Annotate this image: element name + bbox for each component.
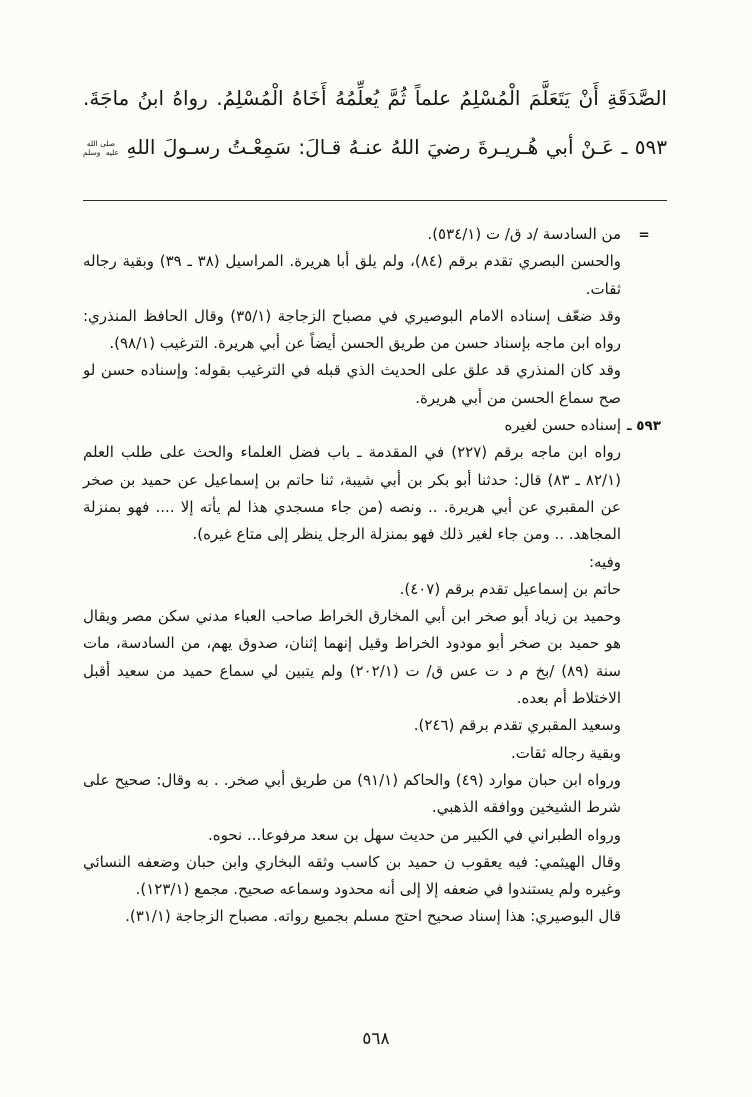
footnote-row	[83, 712, 667, 739]
page-content	[83, 0, 667, 931]
hadith-main-text	[83, 0, 667, 172]
footnote-text: قال البوصيري: هذا إسناد صحيح احتج مسلم بجميع رواته. مصباح الزجاجة (٣١/١).	[125, 907, 621, 926]
footnote-margin-marker	[621, 767, 667, 769]
footnote-row	[83, 248, 667, 303]
footnote-row	[83, 357, 667, 412]
footnote-row	[83, 412, 667, 439]
footnote-text: وقال الهيثمي: فيه يعقوب ن حميد بن كاسب وثقه البخاري وابن حبان وضعفه النسائي وغيره ولم يستندوا في ضعفه إلا إلى أنه محدود وسماعه صحيح. مجمع (١٢٣/١).	[83, 852, 621, 899]
footnote-text: ورواه الطبراني في الكبير من حديث سهل بن سعد مرفوعا... نحوه.	[207, 825, 621, 844]
footnote-row	[83, 603, 667, 712]
footnote-row	[83, 221, 667, 248]
footnote-text: ورواه ابن حبان موارد (٤٩) والحاكم (٩١/١) من طريق أبي صخر. . به وقال: صحيح على شرط الشيخين ووافقه الذهبي.	[83, 770, 621, 817]
footnote-row	[83, 849, 667, 904]
footnote-text: وقد كان المنذري قد علق على الحديث الذي قبله في الترغيب بقوله: وإسناده حسن لو صح سماع الحسن من أبي هريرة.	[83, 361, 621, 407]
footnote-margin-marker	[621, 849, 667, 851]
footnote-margin-marker	[621, 576, 667, 578]
footnote-text: حاتم بن إسماعيل تقدم برقم (٤٠٧).	[399, 579, 621, 598]
footnote-text: وحميد بن زياد أبو صخر ابن أبي المخارق الخراط صاحب العباء مدني سكن مصر ويقال هو حميد بن صخر أبو مودود الخراط وقيل إنهما إثنان، صدوق يهم، من السادسة، مات سنة (٨٩) /بخ م د ت عس ق/ ت (٢٠٢/١) ولم يتبين لي سماع حميد من سعيد أقبل الاختلاط أم بعده.	[83, 607, 621, 708]
footnote-margin-marker	[621, 248, 667, 250]
footnote-row	[83, 576, 667, 603]
matn-line-1: الصَّدَقَةِ أَنْ يَتَعَلَّمَ الْمُسْلِمُ علماً ثُمَّ يُعلِّمُهُ أَخَاهُ الْمُسْلِمُ. رواهُ ابنُ ماجَةَ.	[83, 86, 667, 110]
footnote-text: إسناده حسن لغيره	[504, 416, 621, 435]
footnote-margin-marker	[621, 549, 667, 551]
footnote-margin-marker	[621, 712, 667, 714]
footnote-margin-marker: ٥٩٣ ـ	[626, 418, 662, 435]
footnote-row	[83, 903, 667, 930]
footnote-text: رواه ابن ماجه برقم (٢٢٧) في المقدمة ـ باب فضل العلماء والحث على طلب العلم (٨٢/١ ـ ٨٣) قال: حدثنا أبو بكر بن أبي شيبة، ثنا حاتم بن إسماعيل عن حميد بن صخر عن المقبري عن أبي هريرة. .. ونصه (من جاء مسجدي هذا لم يأته إلا .... فهو بمنزلة المجاهد. .. ومن جاء لغير ذلك فهو بمنزلة الرجل ينظر إلى متاع غيره).	[83, 443, 621, 544]
footnotes-section	[83, 221, 667, 931]
footnote-margin-marker	[621, 822, 667, 824]
footnote-row	[83, 767, 667, 822]
footnote-separator	[83, 200, 667, 201]
footnote-row	[83, 740, 667, 767]
footnote-margin-marker	[621, 903, 667, 905]
footnote-text: وسعيد المقبري تقدم برقم (٢٤٦).	[413, 716, 621, 735]
footnote-margin-marker: =	[638, 227, 650, 243]
footnote-text: والحسن البصري تقدم برقم (٨٤)، ولم يلق أبا هريرة. المراسيل (٣٨ ـ ٣٩) وبقية رجاله ثقات.	[83, 252, 621, 298]
footnote-text: وبقية رجاله ثقات.	[510, 743, 621, 762]
footnote-text: وفيه:	[588, 552, 621, 571]
footnote-margin-marker	[621, 357, 667, 359]
footnote-row	[83, 549, 667, 576]
matn-line-2	[83, 123, 667, 172]
footnote-row	[83, 439, 667, 548]
footnote-row	[83, 303, 667, 358]
matn-line-2-text: ٥٩٣ ـ عَـنْ أبي هُـريـرةَ رضيَ اللهُ عنـهُ قـالَ: سَمِعْـتُ رسـولَ اللهِ	[126, 135, 667, 159]
prophet-honorific-ligature: صلى الله عليه وسلم	[83, 138, 119, 157]
footnote-text: من السادسة /د ق/ ت (٥٣٤/١).	[427, 225, 621, 243]
footnote-text: وقد ضعّف إسناده الامام البوصيري في مصباح الزجاجة (٣٥/١) وقال الحافظ المنذري: رواه ابن ماجه بإسناد حسن من طريق الحسن أيضاً عن أبي هريرة. الترغيب (٩٨/١).	[83, 306, 621, 353]
page-number: ٥٦٨	[362, 1029, 390, 1049]
footnote-margin-marker	[621, 603, 667, 605]
footnote-margin-marker	[621, 439, 667, 441]
footnote-row	[83, 822, 667, 849]
footnote-margin-marker	[621, 303, 667, 305]
footnote-margin-marker	[621, 740, 667, 742]
